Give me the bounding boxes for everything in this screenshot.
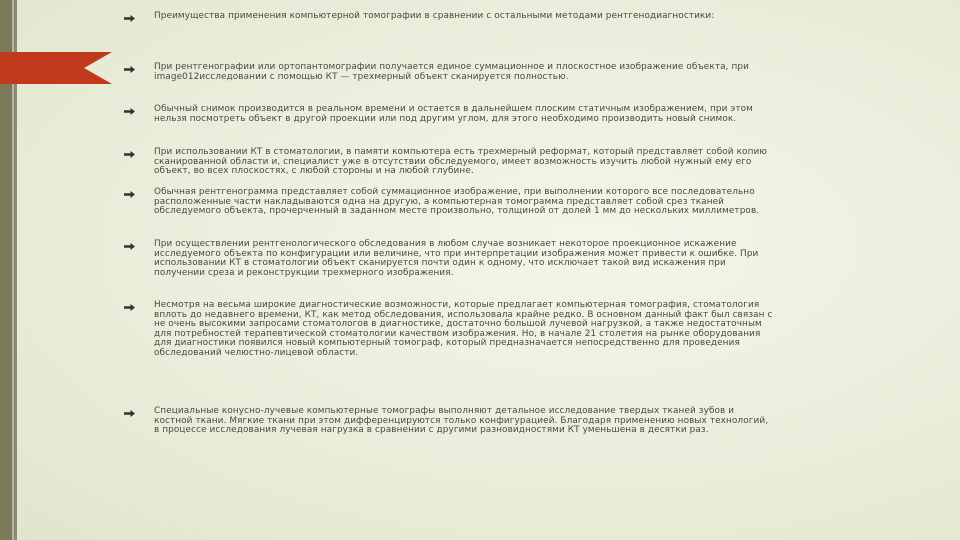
bullet-text: Несмотря на весьма широкие диагностические возможности, которые предлагает компьютерная томография, стоматология вплоть до недавнего времени, КТ, как метод обследования, использовала крайне редко. В основном данный факт был связан с не очень высокими запросами стоматологов в диагностике, достаточно большой лучевой нагрузкой, а также недостаточным для потребностей терапевтической стоматологии качеством изображения. Но, в начале 21 столетия на рынке оборудования для диагностики появился новый компьютерный томограф, который предназначается непосредственно для проведения обследований челюстно-лицевой области.	[154, 300, 773, 358]
bullet-text: При осуществлении рентгенологического обследования в любом случае возникает некоторое проекционное искажение исследуемого объекта по конфигурации или величине, что при интерпретации изображения может привести к ошибке. При использовании КТ в стоматологии объект сканируется почти один к одному, что исключает такой вид искажения при получении среза и реконструкции трехмерного изображения.	[154, 239, 759, 278]
list-item	[124, 148, 774, 177]
list-item	[124, 240, 774, 278]
bullet-text: Обычная рентгенограмма представляет собой суммационное изображение, при выполнении которого все последовательно расположенные части накладываются одна на другую, а компьютерная томограмма представляет собой срез тканей обследуемого объекта, прочерченный в заданном месте произвольно, толщиной от долей 1 мм до нескольких миллиметров.	[154, 187, 760, 217]
bullet-text: При рентгенографии или ортопантомографии получается единое суммационное и плоскостное изображение объекта, при image012исследовании с помощью КТ — трехмерный объект сканируется полностью.	[154, 62, 749, 82]
right-arrow-icon	[124, 63, 154, 73]
list-item	[124, 301, 774, 359]
bullet-text: При использовании КТ в стоматологии, в памяти компьютера есть трехмерный реформат, который представляет собой копию сканированной области и, специалист уже в отсутствии обследуемого, имеет возможность изучить любой нужный ему его объект, во всех плоскостях, с любой стороны и на любой глубине.	[154, 147, 767, 177]
list-item	[124, 188, 774, 217]
list-item	[124, 63, 774, 82]
bullet-text: Специальные конусно-лучевые компьютерные томографы выполняют детальное исследование твердых тканей зубов и костной ткани. Мягкие ткани при этом дифференцируются только конфигурацией. Благодаря применению новых технологий, в процессе исследования лучевая нагрузка в сравнении с другими разновидностями КТ уменьшена в десятки раз.	[154, 406, 769, 436]
right-arrow-icon	[124, 301, 154, 311]
right-arrow-icon	[124, 240, 154, 250]
right-arrow-icon	[124, 148, 154, 158]
right-arrow-icon	[124, 105, 154, 115]
right-arrow-icon	[124, 188, 154, 198]
red-accent-tab	[0, 52, 112, 84]
list-item	[124, 407, 774, 436]
bullet-text: Обычный снимок производится в реальном времени и остается в дальнейшем плоским статичным изображением, при этом нельзя посмотреть объект в другой проекции или под другим углом, для этого необходимо производить новый снимок.	[154, 104, 753, 124]
list-item	[124, 12, 774, 22]
bullet-text: Преимущества применения компьютерной томографии в сравнении с остальными методами рентгенодиагностики:	[154, 11, 715, 21]
right-arrow-icon	[124, 407, 154, 417]
right-arrow-icon	[124, 12, 154, 22]
list-item	[124, 105, 774, 124]
